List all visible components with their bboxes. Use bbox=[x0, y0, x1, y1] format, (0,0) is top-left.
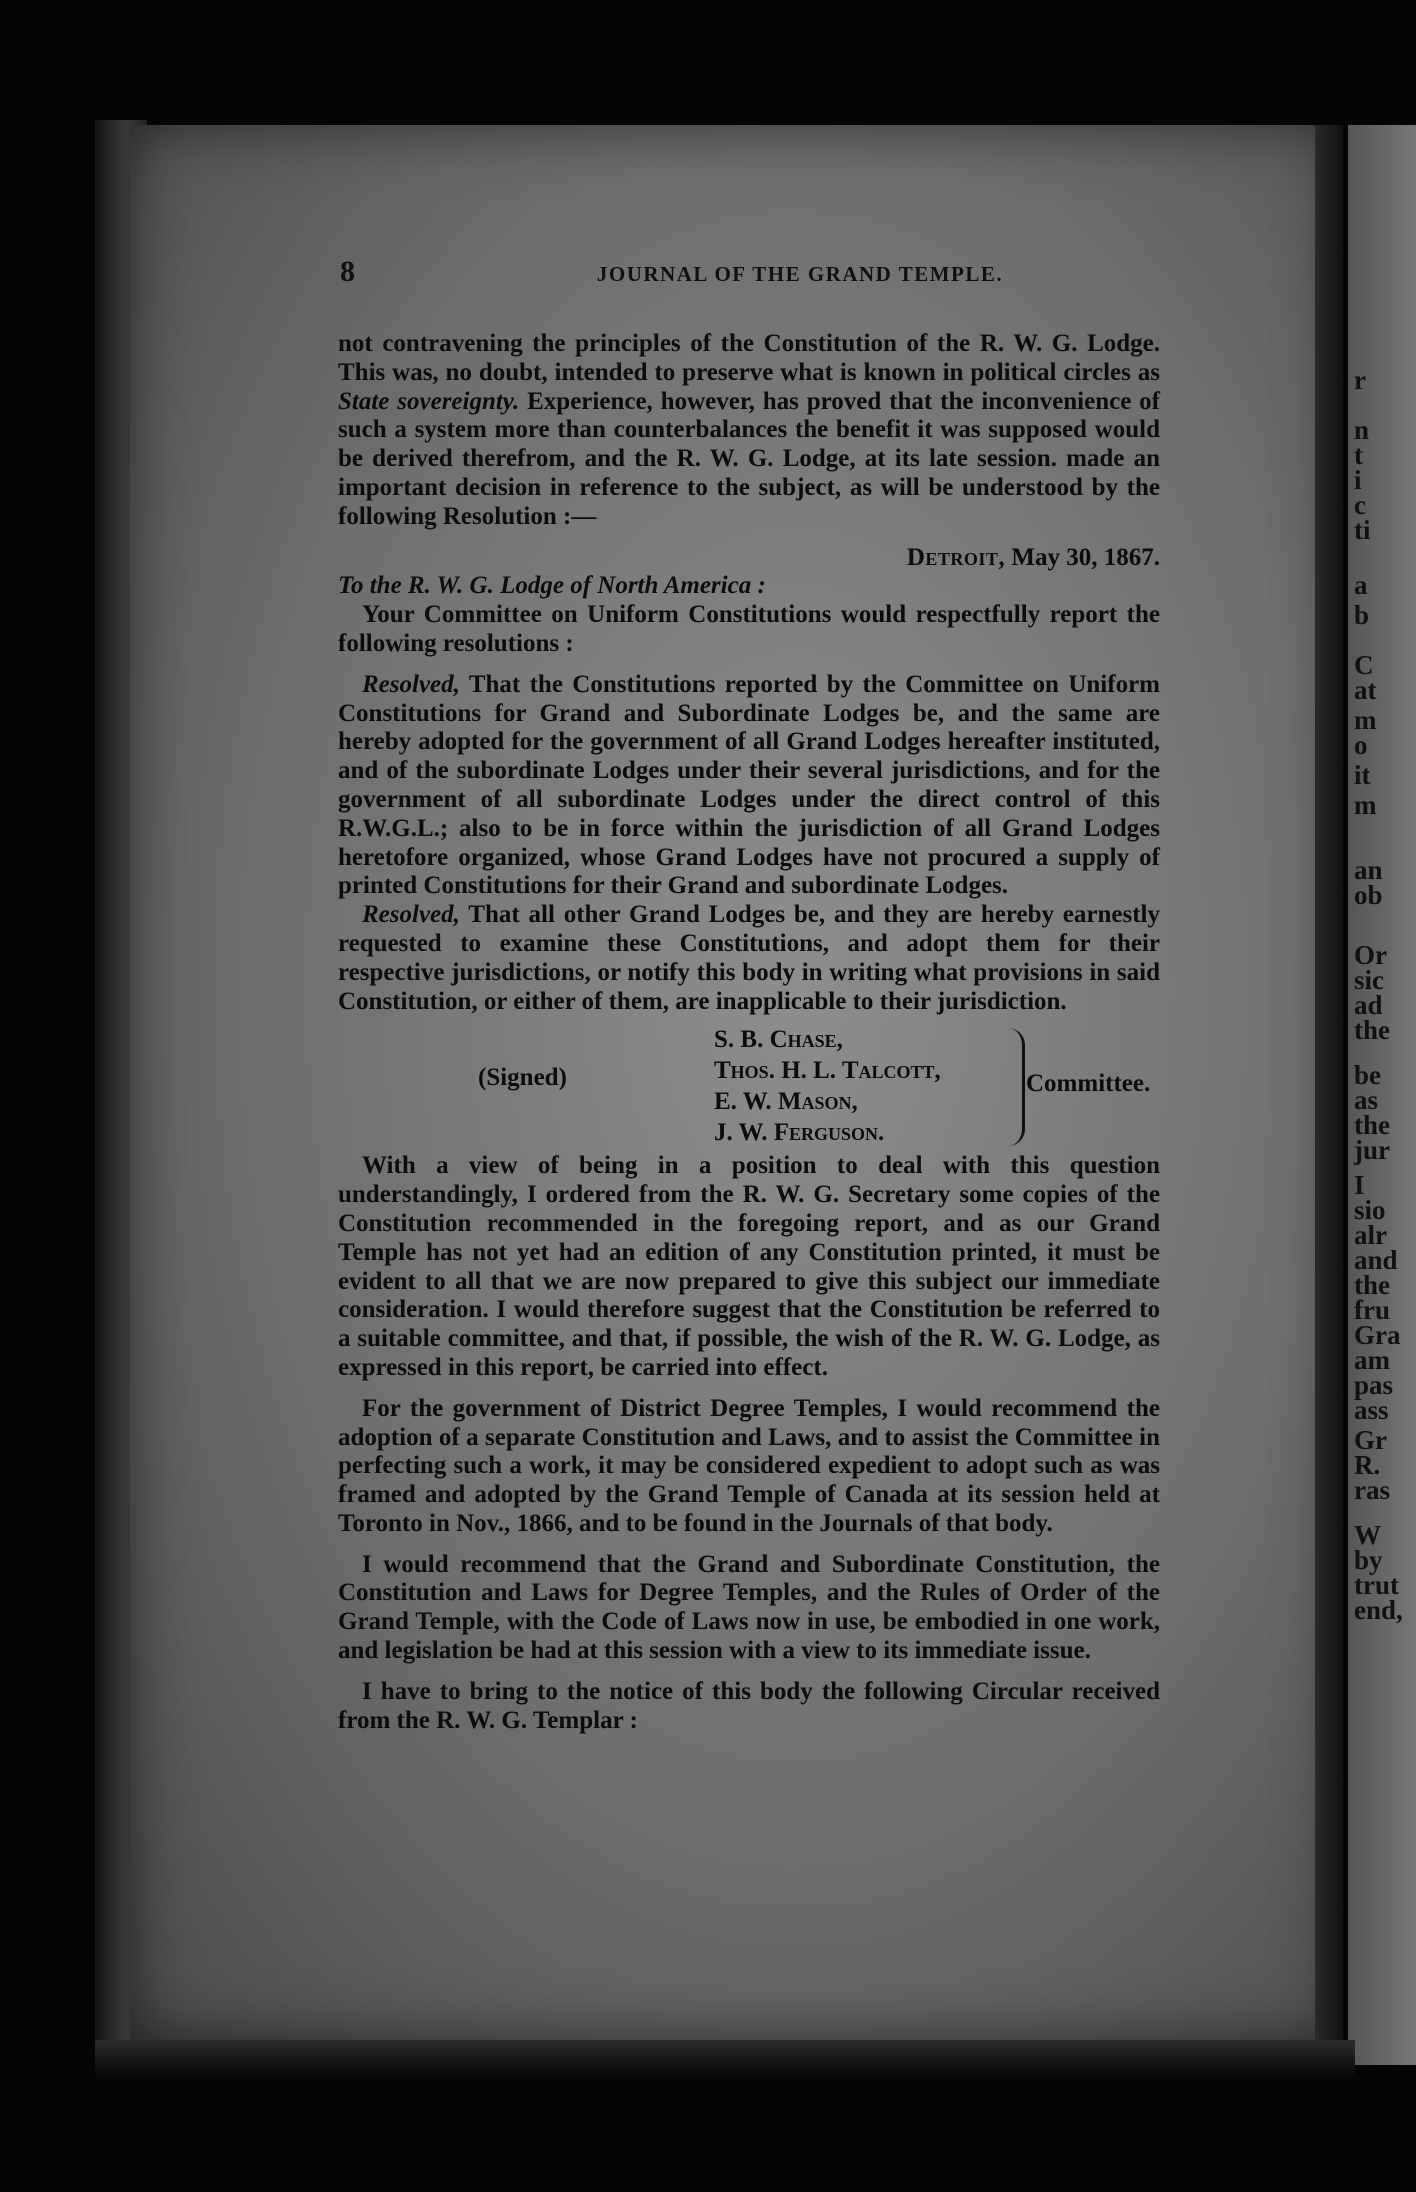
paragraph-view: With a view of being in a position to deal with this question understandingly, I ordered from the R. W. G. Secretary some copies of the Constitution recommended in the foregoing report, and as our Grand Temple has not yet had an edition of any Constitution printed, it must be evident to all that we are now prepared to give this subject our immediate consideration. I would therefore suggest that the Constitution be referred to a suitable committee, and that, if possible, the wish of the R. W. G. Lodge, as expressed in this report, be carried into effect. bbox=[338, 1152, 1160, 1381]
running-title: JOURNAL OF THE GRAND TEMPLE. bbox=[596, 262, 1004, 286]
page-gutter-shadow bbox=[1315, 125, 1343, 2040]
adjacent-page-text: Gra bbox=[1354, 1320, 1401, 1350]
adjacent-page-text: an bbox=[1354, 855, 1383, 885]
adjacent-page-text: I bbox=[1354, 1170, 1365, 1200]
adjacent-page-text: n bbox=[1354, 415, 1370, 445]
adjacent-page-text: r bbox=[1354, 365, 1366, 395]
salutation: To the R. W. G. Lodge of North America : bbox=[338, 572, 766, 600]
paragraph-circular: I have to bring to the notice of this body the following Circular received from the R. W. G. Templar : bbox=[338, 1677, 1160, 1734]
resolution-2: Resolved, That all other Grand Lodges be, and they are hereby earnestly requested to examine these Constitutions, and adopt them for their respective jurisdictions, or notify this body in writing what provisions in said Constitution, or either of them, are inapplicable to their jurisdiction. bbox=[338, 901, 1160, 1015]
adjacent-page-text: i bbox=[1354, 465, 1362, 495]
adjacent-page-text: ob bbox=[1354, 880, 1383, 910]
page-body bbox=[338, 330, 1160, 1735]
adjacent-page-text: m bbox=[1354, 705, 1377, 735]
dateline: Detroit, May 30, 1867. bbox=[906, 543, 1160, 571]
resolution-1: Resolved, That the Constitutions reported by the Committee on Uniform Constitutions for Grand and Subordinate Lodges be, and the same are hereby adopted for the government of all Grand Lodges hereafter instituted, and of the subordinate Lodges under their several jurisdictions, and for the government of all subordinate Lodges under the direct control of this R.W.G.L.; also to be in force within the jurisdiction of all Grand Lodges heretofore organized, whose Grand Lodges have not procured a supply of printed Constitutions for their Grand and subordinate Lodges. bbox=[338, 670, 1160, 900]
signature-block bbox=[338, 1024, 1160, 1152]
signatory-list bbox=[714, 1024, 941, 1148]
adjacent-page-text: ad bbox=[1354, 990, 1383, 1020]
signatory: Thos. H. L. Talcott, bbox=[714, 1057, 941, 1085]
adjacent-page-text: it bbox=[1354, 760, 1371, 790]
adjacent-page-text: o bbox=[1354, 730, 1368, 760]
adjacent-page-text: the bbox=[1354, 1015, 1390, 1045]
adjacent-page-text: sic bbox=[1354, 965, 1384, 995]
adjacent-page-text: R. bbox=[1354, 1450, 1381, 1480]
adjacent-page-text: ti bbox=[1354, 515, 1371, 545]
adjacent-page-text: jur bbox=[1354, 1135, 1390, 1165]
adjacent-page-text: Gr bbox=[1354, 1425, 1387, 1455]
adjacent-page-text: pas bbox=[1354, 1370, 1394, 1400]
paragraph-recommend: I would recommend that the Grand and Subordinate Constitution, the Constitution and Laws for Degree Temples, and the Rules of Order of the Grand Temple, with the Code of Laws now in use, be embodied in one work, and legislation be had at this session with a view to its immediate issue. bbox=[338, 1550, 1160, 1665]
adjacent-page-text: ass bbox=[1354, 1395, 1389, 1425]
signatory: E. W. Mason, bbox=[714, 1088, 858, 1116]
committee-intro: Your Committee on Uniform Constitutions would respectfully report the following resolutions : bbox=[338, 601, 1160, 657]
adjacent-page-text: Or bbox=[1354, 940, 1387, 970]
paragraph-district: For the government of District Degree Temples, I would recommend the adoption of a separate Constitution and Laws, and to assist the Committee in perfecting such a work, it may be considered expedient to adopt such as was framed and adopted by the Grand Temple of Canada at its session held at Toronto in Nov., 1866, and to be found in the Journals of that body. bbox=[338, 1394, 1160, 1537]
adjacent-page-text: trut bbox=[1354, 1570, 1399, 1600]
signatory: S. B. Chase, bbox=[714, 1026, 843, 1054]
adjacent-page-text: as bbox=[1354, 1085, 1379, 1115]
italic-phrase: State sovereignty. bbox=[338, 387, 520, 415]
signed-label: (Signed) bbox=[478, 1064, 567, 1092]
adjacent-page-text: b bbox=[1354, 600, 1370, 630]
adjacent-page-text: the bbox=[1354, 1110, 1390, 1140]
adjacent-page-text: alr bbox=[1354, 1220, 1387, 1250]
committee-label: Committee. bbox=[1026, 1070, 1151, 1098]
adjacent-page-text: C bbox=[1354, 650, 1374, 680]
adjacent-page-text: end, bbox=[1354, 1595, 1403, 1625]
brace bbox=[1008, 1028, 1025, 1146]
adjacent-page-text: W bbox=[1354, 1520, 1381, 1550]
adjacent-page-text: and bbox=[1354, 1245, 1398, 1275]
adjacent-page-fragment bbox=[1348, 125, 1416, 2065]
adjacent-page-text: sio bbox=[1354, 1195, 1386, 1225]
adjacent-page-text: fru bbox=[1354, 1295, 1390, 1325]
adjacent-page-text: t bbox=[1354, 440, 1363, 470]
adjacent-page-text: m bbox=[1354, 790, 1377, 820]
adjacent-page-text: by bbox=[1354, 1545, 1383, 1575]
adjacent-page-text: c bbox=[1354, 490, 1366, 520]
adjacent-page-text: at bbox=[1354, 675, 1377, 705]
adjacent-page-text: a bbox=[1354, 570, 1368, 600]
adjacent-page-text: the bbox=[1354, 1270, 1390, 1300]
page-number: 8 bbox=[340, 255, 355, 288]
paragraph-intro: not contravening the principles of the Constitution of the R. W. G. Lodge. This was, no doubt, intended to preserve what is known in political circles as State sovereignty. Experience, however, has proved that the inconvenience of such a system more than counterbalances the benefit it was supposed would be derived therefrom, and the R. W. G. Lodge, at its late session. made an important decision in reference to the subject, as will be understood by the following Resolution :— bbox=[338, 330, 1161, 530]
adjacent-page-text: ras bbox=[1354, 1475, 1390, 1505]
bottom-shadow bbox=[95, 2040, 1355, 2080]
signatory: J. W. Ferguson. bbox=[714, 1119, 885, 1147]
adjacent-page-text: be bbox=[1354, 1060, 1381, 1090]
adjacent-page-text: am bbox=[1354, 1345, 1390, 1375]
